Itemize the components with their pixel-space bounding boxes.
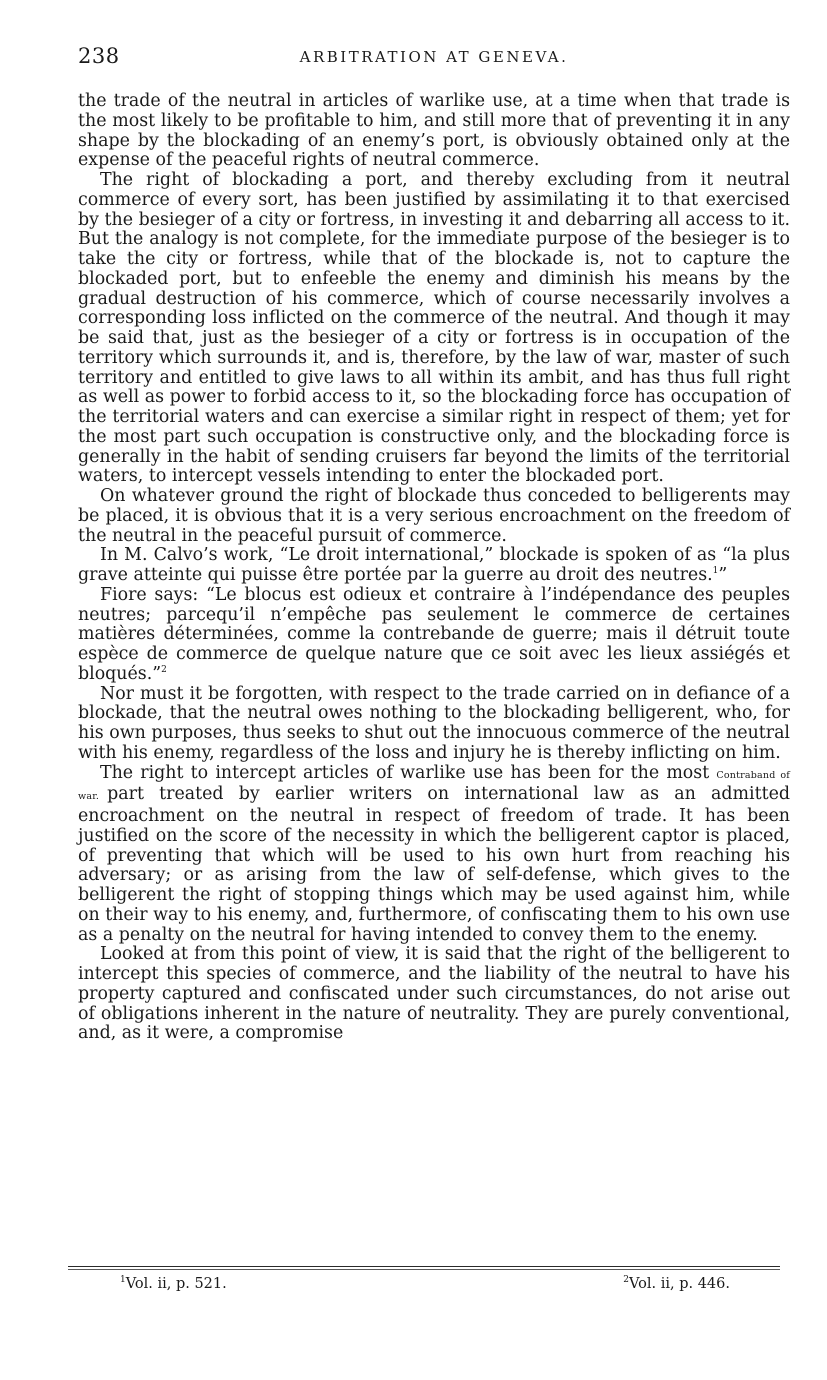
page-number: 238 [78, 44, 120, 68]
body-text [78, 92, 790, 1044]
footnote-2-mark: 2 [623, 1275, 629, 1286]
paragraph-continued: the trade of the neutral in articles of warlike use, at a time when that trade is the most likely to be profitable to him, and still more that of preventing it in any shape by the blockading of an enemy’s port, is obviously obtained only at the expense of the peaceful rights of neutral commerce. [78, 91, 790, 171]
footnote-1-mark: 1 [120, 1275, 126, 1286]
paragraph-calvo-quote [78, 546, 790, 586]
footnotes [120, 1276, 730, 1298]
contraband-text-rest: part treated by earlier writers on international law as an admitted encroachment on the neutral in respect of freedom of trade. It has been justified on the score of the necessity in which the belligerent captor is placed, of preventing that which will be used to his own hurt from reaching his adversary; or as arising from the law of self-defense, which gives to the belligerent the right of stopping things which may be used against him, while on their way to his enemy, and, furthermore, of confiscating them to his own use as a penalty on the neutral for having intended to convey them to the enemy. [78, 784, 790, 945]
paragraph-blockade-defiance: Nor must it be forgotten, with respect to the trade carried on in defiance of a blockade, that the neutral owes nothing to the blockading belligerent, who, for his own purposes, thus seeks to shut out the innocuous commerce of the neutral with his enemy, regardless of the loss and injury he is thereby inflicting on him. [78, 683, 790, 763]
calvo-quote-text: In M. Calvo’s work, “Le droit international,” blockade is spoken of as “la plus grave atteinte qui puisse être portée par la guerre au droit des neutres. [78, 545, 790, 585]
marginal-note-contraband: Contraband of war. [78, 769, 791, 803]
fiore-quote-text: Fiore says: “Le blocus est odieux et contraire à l’indépendance des peuples neutres; parcequ’il n’empêche pas seulement le commerce de certaines matières déterminées, comme la contrebande de guerre; mais il détruit toute espèce de commerce de quelque nature que ce soit avec les lieux assiégés et bloqués.” [78, 584, 790, 684]
footnote-2 [623, 1276, 730, 1292]
footnote-reference-2: 2 [161, 664, 167, 675]
paragraph-conventional-compromise: Looked at from this point of view, it is said that the right of the belligerent to intercept this species of commerce, and the liability of the neutral to have his property captured and confiscated under such circumstances, do not arise out of obligations inherent in the nature of neutrality. They are purely conventional, and, as it were, a compromise [78, 944, 790, 1044]
footnote-rule-secondary [68, 1269, 780, 1270]
footnote-reference-1: 1 [712, 566, 719, 577]
running-title: ARBITRATION AT GENEVA. [299, 48, 569, 66]
paragraph-contraband [78, 764, 790, 946]
footnote-1-text: Vol. ii, p. 521. [125, 1276, 227, 1292]
contraband-text-start: The right to intercept articles of warlike use has been for the most [100, 762, 710, 783]
paragraph-blockade-encroachment: On whatever ground the right of blockade thus conceded to belligerents may be placed, it is obvious that it is a very serious encroachment on the freedom of the neutral in the peaceful pursuit of commerce. [78, 486, 790, 546]
paragraph-fiore-quote [78, 586, 790, 685]
footnote-1 [120, 1276, 227, 1292]
footnote-rule [68, 1266, 780, 1267]
footnote-2-text: Vol. ii, p. 446. [628, 1276, 730, 1292]
calvo-quote-closing: ” [718, 565, 728, 585]
paragraph-blockade-siege-analogy: The right of blockading a port, and thereby excluding from it neutral commerce of every sort, has been justified by assimilating it to that exercised by the besieger of a city or fortress, in investing it and debarring all access to it. But the analogy is not complete, for the immediate purpose of the besieger is to take the city or fortress, while that of the blockade is, not to capture the blockaded port, but to enfeeble the enemy and diminish his means by the gradual destruction of his commerce, which of course necessarily involves a corresponding loss inflicted on the commerce of the neutral. And though it may be said that, just as the besieger of a city or fortress is in occupation of the territory which surrounds it, and is, therefore, by the law of war, master of such territory and entitled to give laws to all within its ambit, and has thus full right as well as power to forbid access to it, so the blockading force has occupation of the territorial waters and can exercise a similar right in respect of them; yet for the most part such occupation is constructive only, and the blockading force is generally in the habit of sending cruisers far beyond the limits of the territorial waters, to intercept vessels intending to enter the blockaded port. [78, 170, 790, 487]
running-head [78, 44, 790, 72]
